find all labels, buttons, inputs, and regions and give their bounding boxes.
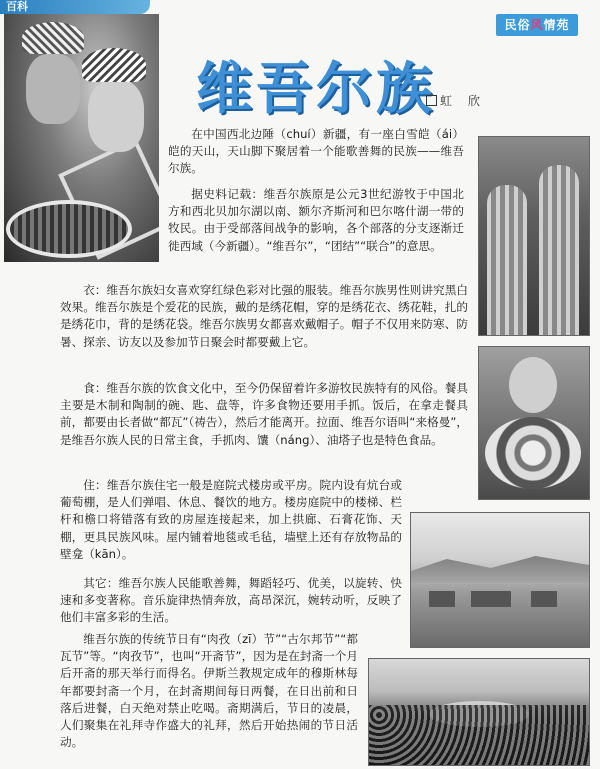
embroidering-women-photo <box>4 14 159 262</box>
author-byline <box>426 92 482 109</box>
column-badge-pre: 民俗 <box>504 18 531 32</box>
article-paragraph-history: 据史料记载：维吾尔族原是公元3世纪游牧于中国北方和西北贝加尔湖以南、额尔齐斯河和巴尔喀什湖一带的牧民。由于受部落间战争的影响，各个部落的分支逐渐迁徙西域（今新疆）。“维吾尔”，“团结”“联合”的意思。 <box>168 187 464 253</box>
corner-label: 百科 <box>6 0 28 13</box>
article-paragraph-other: 其它：维吾尔族人民能歌善舞，舞蹈轻巧、优美，以旋转、快速和多变著称。音乐旋律热情奔放，高昂深沉，婉转动听，反映了他们丰富多彩的生活。 <box>60 576 402 625</box>
column-badge-mid: 风 <box>530 18 544 32</box>
article-paragraph-clothing: 衣：维吾尔族妇女喜欢穿红绿色彩对比强的服装。维吾尔族男性则讲究黑白效果。维吾尔族是个爱花的民族，戴的是绣花帽，穿的是绣花衣、绣花鞋，扎的是绣花巾，背的是绣花袋。维吾尔族男女都喜欢戴帽子。帽子不仅用来防寒、防暑、探亲、访友以及参加节日聚会时都要戴上它。 <box>60 283 468 349</box>
village-landscape-photo <box>410 512 590 648</box>
dancers-photo <box>478 136 590 336</box>
woman-with-plate-photo <box>478 346 590 500</box>
author-name: 虹 欣 <box>440 94 483 108</box>
page-title: 维吾尔族 <box>196 56 436 122</box>
article-paragraph-food: 食：维吾尔族的饮食文化中，至今仍保留着许多游牧民族特有的风俗。餐具主要是木制和陶制的碗、匙、盘等，许多食物还要用手抓。饭后，在拿走餐具前，都要由长者做“都瓦”（祷告），然后才能离开。拉面、维吾尔语叫“来格曼”，是维吾尔族人民的日常主食，手抓肉、馕（náng）、油塔子也是特色食品。 <box>60 381 468 447</box>
article-paragraph-festivals: 维吾尔族的传统节日有“肉孜（zī）节”“古尔邦节”“都瓦节”等。“肉孜节”，也叫“开斋节”，因为是在封斋一个月后开斋的那天举行而得名。伊斯兰教规定成年的穆斯林每年都要封斋一个月，在封斋期间每日两餐，在日出前和日落后进餐，白天绝对禁止吃喝。斋期满后，节日的凌晨，人们聚集在礼拜寺作盛大的礼拜，然后开始热闹的节日活动。 <box>60 632 358 750</box>
article-paragraph-intro: 在中国西北边陲（chuí）新疆，有一座白雪皑（ái）皑的天山，天山脚下聚居着一个能歌善舞的民族——维吾尔族。 <box>168 127 464 176</box>
article-paragraph-housing: 住：维吾尔族住宅一般是庭院式楼房或平房。院内设有炕台或葡萄棚，是人们弹唱、休息、餐饮的地方。楼房庭院中的楼梯、栏杆和檐口将错落有致的房屋连接起来，加上拱廊、石膏花饰、天棚，更具民族风味。屋内铺着地毯或毛毡，墙壁上还有存放物品的壁龛（kān）。 <box>60 478 402 561</box>
festival-crowd-photo <box>368 658 590 766</box>
corner-tab <box>0 0 150 14</box>
column-badge-post: 情苑 <box>543 18 570 32</box>
square-icon <box>426 95 437 106</box>
column-badge <box>496 14 578 36</box>
